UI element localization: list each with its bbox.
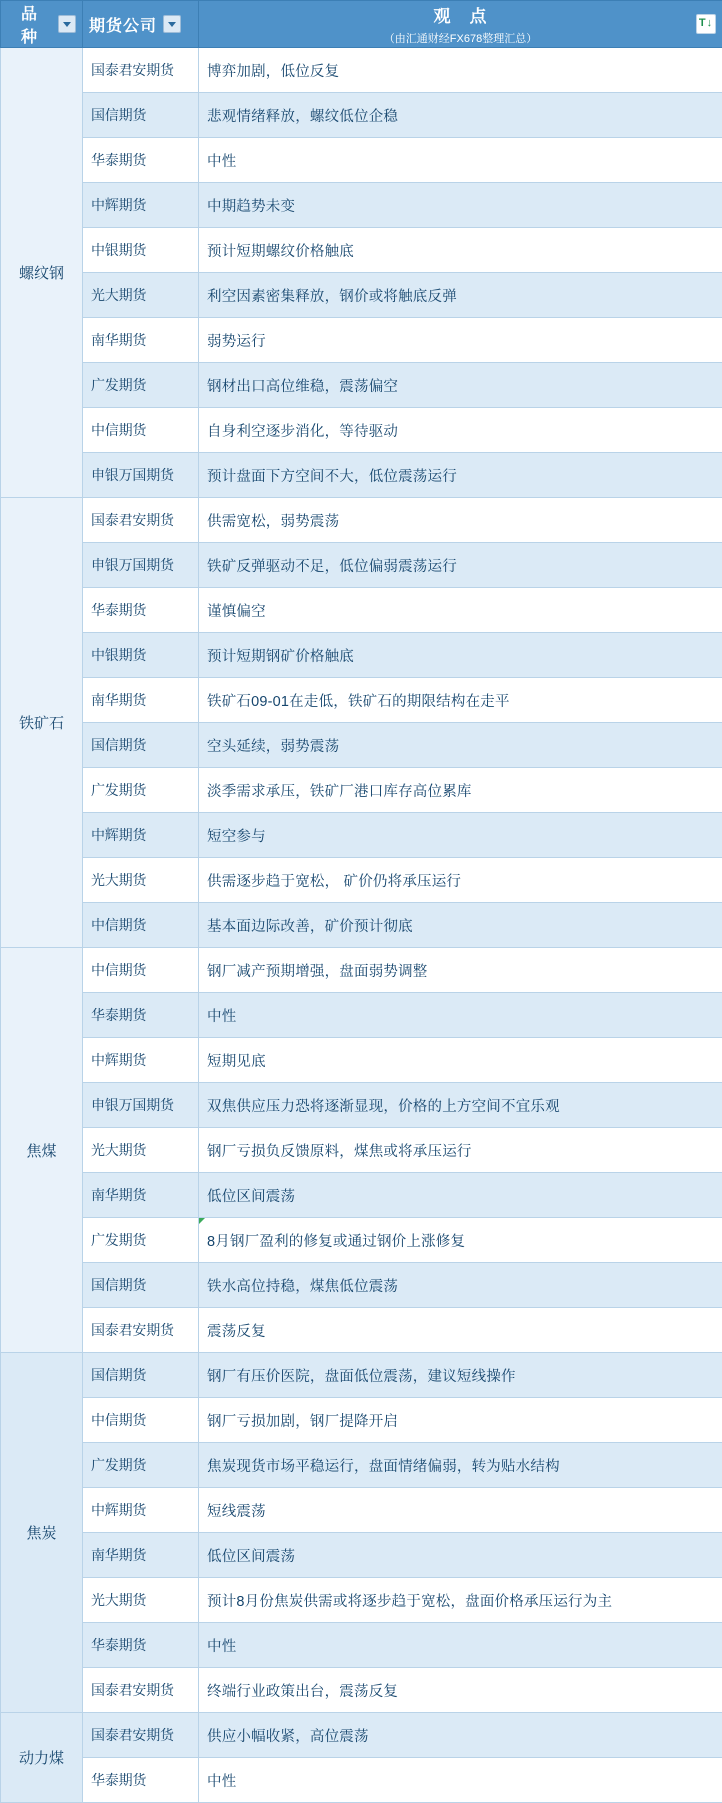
view-cell: 铁矿石09-01在走低，铁矿石的期限结构在走平 <box>199 678 722 723</box>
header-view <box>199 1 722 48</box>
view-cell: 钢厂减产预期增强，盘面弱势调整 <box>199 948 722 993</box>
table-row <box>1 1533 722 1578</box>
table-row <box>1 1353 722 1398</box>
view-cell: 中期趋势未变 <box>199 183 722 228</box>
company-cell: 光大期货 <box>83 1578 199 1623</box>
view-cell: 预计短期钢矿价格触底 <box>199 633 722 678</box>
company-cell: 华泰期货 <box>83 993 199 1038</box>
company-cell: 国泰君安期货 <box>83 1713 199 1758</box>
view-cell: 钢材出口高位维稳，震荡偏空 <box>199 363 722 408</box>
company-cell: 华泰期货 <box>83 1758 199 1803</box>
company-cell: 国泰君安期货 <box>83 1308 199 1353</box>
table-row <box>1 1713 722 1758</box>
company-cell: 中信期货 <box>83 948 199 993</box>
table-row <box>1 1308 722 1353</box>
company-cell: 国信期货 <box>83 1263 199 1308</box>
company-cell: 光大期货 <box>83 858 199 903</box>
company-cell: 中信期货 <box>83 408 199 453</box>
view-cell: 供需逐步趋于宽松， 矿价仍将承压运行 <box>199 858 722 903</box>
table-row <box>1 993 722 1038</box>
company-cell: 光大期货 <box>83 273 199 318</box>
company-cell: 广发期货 <box>83 1443 199 1488</box>
table-row <box>1 543 722 588</box>
view-cell: 中性 <box>199 138 722 183</box>
company-cell: 申银万国期货 <box>83 453 199 498</box>
table-row <box>1 138 722 183</box>
view-cell: 悲观情绪释放，螺纹低位企稳 <box>199 93 722 138</box>
table-row <box>1 1038 722 1083</box>
table-row <box>1 858 722 903</box>
table-row <box>1 498 722 543</box>
table-row <box>1 588 722 633</box>
table-row <box>1 1173 722 1218</box>
view-cell: 钢厂亏损负反馈原料，煤焦或将承压运行 <box>199 1128 722 1173</box>
table-row <box>1 948 722 993</box>
view-cell: 弱势运行 <box>199 318 722 363</box>
table-row <box>1 408 722 453</box>
view-cell: 供应小幅收紧，高位震荡 <box>199 1713 722 1758</box>
view-cell: 空头延续，弱势震荡 <box>199 723 722 768</box>
view-cell: 双焦供应压力恐将逐渐显现，价格的上方空间不宜乐观 <box>199 1083 722 1128</box>
view-cell: 低位区间震荡 <box>199 1173 722 1218</box>
table-row <box>1 1488 722 1533</box>
company-cell: 广发期货 <box>83 363 199 408</box>
view-cell: 自身利空逐步消化，等待驱动 <box>199 408 722 453</box>
company-cell: 国信期货 <box>83 723 199 768</box>
view-cell: 淡季需求承压，铁矿厂港口库存高位累库 <box>199 768 722 813</box>
company-cell: 国泰君安期货 <box>83 48 199 93</box>
view-cell: 8月钢厂盈利的修复或通过钢价上涨修复 <box>199 1218 722 1263</box>
view-cell: 短期见底 <box>199 1038 722 1083</box>
view-cell: 基本面边际改善，矿价预计彻底 <box>199 903 722 948</box>
view-cell: 终端行业政策出台，震荡反复 <box>199 1668 722 1713</box>
company-cell: 华泰期货 <box>83 138 199 183</box>
variety-cell: 焦炭 <box>1 1353 83 1713</box>
table-row <box>1 1578 722 1623</box>
company-cell: 广发期货 <box>83 768 199 813</box>
view-cell: 谨慎偏空 <box>199 588 722 633</box>
table-row <box>1 453 722 498</box>
table-row <box>1 273 722 318</box>
table-row <box>1 183 722 228</box>
company-cell: 中辉期货 <box>83 1488 199 1533</box>
table-row <box>1 318 722 363</box>
company-cell: 南华期货 <box>83 1173 199 1218</box>
company-cell: 申银万国期货 <box>83 1083 199 1128</box>
table-row <box>1 1758 722 1803</box>
header-view-subtitle: （由汇通财经FX678整理汇总） <box>205 30 716 46</box>
company-cell: 华泰期货 <box>83 1623 199 1668</box>
view-cell: 利空因素密集释放，钢价或将触底反弹 <box>199 273 722 318</box>
table-row <box>1 768 722 813</box>
view-cell: 预计8月份焦炭供需或将逐步趋于宽松，盘面价格承压运行为主 <box>199 1578 722 1623</box>
filter-dropdown-icon-variety[interactable] <box>58 15 76 33</box>
company-cell: 申银万国期货 <box>83 543 199 588</box>
company-cell: 中银期货 <box>83 633 199 678</box>
table-row <box>1 633 722 678</box>
view-cell: 博弈加剧，低位反复 <box>199 48 722 93</box>
view-cell: 中性 <box>199 1758 722 1803</box>
company-cell: 南华期货 <box>83 678 199 723</box>
company-cell: 中信期货 <box>83 1398 199 1443</box>
table-row <box>1 228 722 273</box>
company-cell: 中辉期货 <box>83 813 199 858</box>
company-cell: 国泰君安期货 <box>83 498 199 543</box>
view-cell: 短线震荡 <box>199 1488 722 1533</box>
view-cell: 供需宽松，弱势震荡 <box>199 498 722 543</box>
view-cell: 中性 <box>199 993 722 1038</box>
view-cell: 震荡反复 <box>199 1308 722 1353</box>
view-cell: 焦炭现货市场平稳运行，盘面情绪偏弱，转为贴水结构 <box>199 1443 722 1488</box>
header-company-label: 期货公司 <box>89 13 157 36</box>
table-row <box>1 1128 722 1173</box>
header-variety-label: 品 种 <box>7 1 52 47</box>
variety-cell: 铁矿石 <box>1 498 83 948</box>
header-view-label: 观 点 <box>434 7 488 26</box>
table-row <box>1 903 722 948</box>
table-row <box>1 1218 722 1263</box>
filter-dropdown-icon-company[interactable] <box>163 15 181 33</box>
company-cell: 南华期货 <box>83 318 199 363</box>
view-cell: 预计短期螺纹价格触底 <box>199 228 722 273</box>
variety-cell: 螺纹钢 <box>1 48 83 498</box>
company-cell: 广发期货 <box>83 1218 199 1263</box>
table-row <box>1 1443 722 1488</box>
table-row <box>1 1083 722 1128</box>
header-variety <box>1 1 83 48</box>
company-cell: 华泰期货 <box>83 588 199 633</box>
view-cell: 低位区间震荡 <box>199 1533 722 1578</box>
company-cell: 中辉期货 <box>83 183 199 228</box>
company-cell: 光大期货 <box>83 1128 199 1173</box>
header-company <box>83 1 199 48</box>
view-cell: 中性 <box>199 1623 722 1668</box>
table-row <box>1 1398 722 1443</box>
company-cell: 中辉期货 <box>83 1038 199 1083</box>
table-row <box>1 1623 722 1668</box>
table-header-row <box>1 1 722 48</box>
table-row <box>1 93 722 138</box>
table-row <box>1 723 722 768</box>
table-body <box>1 48 722 1803</box>
view-cell: 铁水高位持稳，煤焦低位震荡 <box>199 1263 722 1308</box>
company-cell: 中信期货 <box>83 903 199 948</box>
table-badge-icon: T↓ <box>696 14 716 34</box>
table-row <box>1 813 722 858</box>
company-cell: 国信期货 <box>83 1353 199 1398</box>
table-row <box>1 1668 722 1713</box>
company-cell: 南华期货 <box>83 1533 199 1578</box>
table-row <box>1 1263 722 1308</box>
company-cell: 国信期货 <box>83 93 199 138</box>
table-row <box>1 48 722 93</box>
variety-cell: 焦煤 <box>1 948 83 1353</box>
view-cell: 钢厂亏损加剧，钢厂提降开启 <box>199 1398 722 1443</box>
view-cell: 预计盘面下方空间不大，低位震荡运行 <box>199 453 722 498</box>
view-cell: 短空参与 <box>199 813 722 858</box>
variety-cell: 动力煤 <box>1 1713 83 1803</box>
table-row <box>1 363 722 408</box>
view-cell: 铁矿反弹驱动不足，低位偏弱震荡运行 <box>199 543 722 588</box>
view-cell: 钢厂有压价医院，盘面低位震荡，建议短线操作 <box>199 1353 722 1398</box>
company-cell: 国泰君安期货 <box>83 1668 199 1713</box>
company-cell: 中银期货 <box>83 228 199 273</box>
table-row <box>1 678 722 723</box>
